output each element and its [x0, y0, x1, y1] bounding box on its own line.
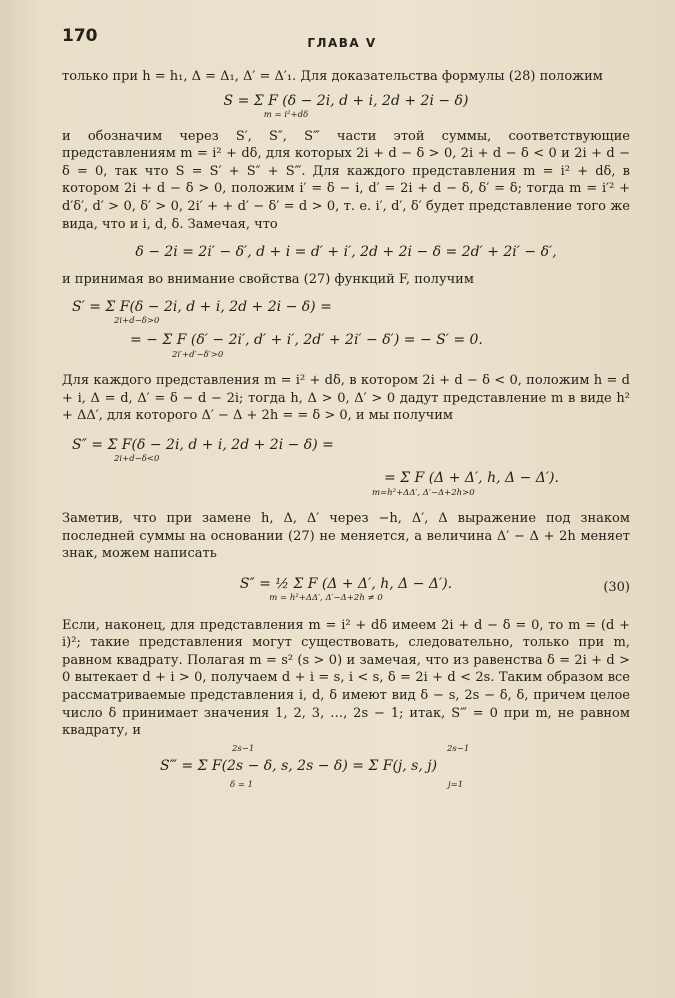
equation-5: [62, 575, 630, 603]
page-body: [62, 68, 630, 798]
equation-3: [62, 299, 630, 360]
equation-6-subscript-1: δ = 1: [230, 779, 254, 790]
equation-4-subscript-a: 2i+d−δ<0: [114, 454, 160, 465]
equation-3-line-b: = − Σ F (δ′ − 2i′, d′ + i′, 2d′ + 2i′ − δ′) = − S′ = 0.: [130, 332, 483, 349]
equation-6: [62, 744, 630, 798]
page-number: 170: [62, 26, 98, 46]
equation-6-subscript-2: j=1: [448, 779, 464, 790]
equation-5-number: (30): [603, 579, 630, 595]
paragraph-3: и принимая во внимание свойства (27) функций F, получим: [62, 272, 474, 288]
equation-4-subscript-b: m=h²+ΔΔ′, Δ′−Δ+2h>0: [372, 487, 475, 498]
equation-1: [62, 92, 630, 120]
equation-5-line: S″ = ½ Σ F (Δ + Δ′, h, Δ − Δ′).: [239, 575, 453, 592]
equation-2: [62, 243, 630, 261]
equation-4-line-b: = Σ F (Δ + Δ′, h, Δ − Δ′).: [384, 470, 559, 487]
paragraph-6: Если, наконец, для представления m = i² + dδ имеем 2i + d − δ = 0, то m = (d + i)²; такие представления могут существовать, следовательно, только при m, равном квадрату. Полагая m = s² (s > 0) и замечая, что из равенства δ = 2i + d > 0 вытекает d + i > 0, получаем d + i = s, i < s, δ = 2i + d < 2s. Таким образом все рассматриваемые представления i, d, δ имеют вид δ − s, 2s − δ, δ, причем целое число δ принимает значения 1, 2, 3, …, 2s − 1; итак, S‴ = 0 при m, не равном квадрату, и: [62, 617, 630, 739]
paragraph-5: Заметив, что при замене h, Δ, Δ′ через −h, Δ′, Δ выражение под знаком последней суммы на основании (27) не меняется, а величина Δ′ − Δ + 2h меняет знак, можем написать: [62, 510, 630, 562]
equation-5-subscript: m = h²+ΔΔ′, Δ′−Δ+2h ≠ 0: [269, 592, 383, 603]
equation-6-superscript-1: 2s−1: [232, 743, 255, 754]
paragraph-1: только при h = h₁, Δ = Δ₁, Δ′ = Δ′₁. Для доказательства формулы (28) положим: [62, 69, 603, 84]
equation-4: [62, 437, 630, 498]
equation-3-subscript-b: 2i′+d′−δ′>0: [172, 349, 224, 360]
equation-6-superscript-2: 2s−1: [447, 743, 470, 754]
paragraph-2: и обозначим через S′, S″, S‴ части этой суммы, соответствующие представлениям m = i² + dδ, для которых 2i + d − δ > 0, 2i + d − δ < 0 и 2i + d − δ = 0, так что S = S′ + S″ + S‴. Для каждого представления m = i² + dδ, в котором 2i + d − δ > 0, положим i′ = δ − i, d′ = 2i + d − δ, δ′ = δ; тогда m = i′² + d′δ′, d′ > 0, δ′ > 0, 2i′ + + d′ − δ′ = d > 0, т. е. i′, d′, δ′ будет представление того же вида, что и i, d, δ. Замечая, что: [62, 128, 630, 232]
equation-2-line: δ − 2i = 2i′ − δ′, d + i = d′ + i′, 2d + 2i − δ = 2d′ + 2i′ − δ′,: [135, 244, 557, 261]
equation-4-line-a: S″ = Σ F(δ − 2i, d + i, 2d + 2i − δ) =: [72, 436, 334, 453]
page-header: [62, 22, 622, 52]
equation-3-subscript-a: 2i+d−δ>0: [114, 316, 160, 327]
paragraph-4: Для каждого представления m = i² + dδ, в котором 2i + d − δ < 0, положим h = d + i, Δ = d, Δ′ = δ − d − 2i; тогда h, Δ > 0, Δ′ > 0 дадут представление m в виде h² + ΔΔ′, для которого Δ′ − Δ + 2h = = δ > 0, и мы получим: [62, 372, 630, 424]
chapter-title: ГЛАВА V: [307, 36, 377, 50]
equation-6-line: S‴ = Σ F(2s − δ, s, 2s − δ) = Σ F(j, s, j): [160, 757, 438, 774]
equation-1-line: S = Σ F (δ − 2i, d + i, 2d + 2i − δ): [223, 92, 469, 109]
equation-3-line-a: S′ = Σ F(δ − 2i, d + i, 2d + 2i − δ) =: [72, 298, 332, 315]
equation-1-subscript: m = i²+dδ: [263, 109, 309, 120]
